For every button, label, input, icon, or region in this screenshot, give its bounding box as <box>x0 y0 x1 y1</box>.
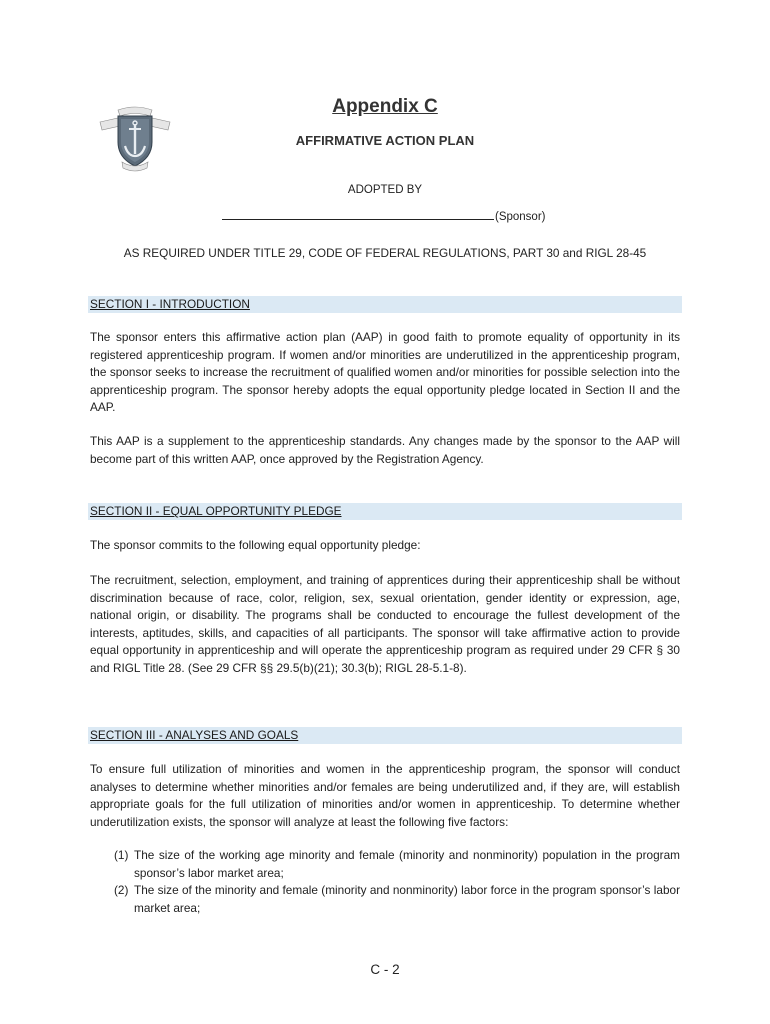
sponsor-signature-line <box>222 209 546 223</box>
page-number: C - 2 <box>370 962 400 977</box>
list-item <box>114 882 680 917</box>
page-title: Appendix C <box>332 96 438 117</box>
list-item-text: The size of the working age minority and female (minority and nonminority) population in the program sponsor’s labor market area; <box>134 848 680 880</box>
section-heading-pledge <box>88 503 682 520</box>
page-subtitle: AFFIRMATIVE ACTION PLAN <box>295 133 475 148</box>
sponsor-blank <box>222 209 494 220</box>
analyses-paragraph-1: To ensure full utilization of minorities and women in the apprenticeship program, the sponsor will conduct analyses to determine whether minorities and/or females are being underutilized and, if they are, will establish appropriate goals for the full utilization of minorities and/or women in apprenticeship. To determine whether underutilization exists, the sponsor will analyze at least the following five factors: <box>90 762 680 829</box>
section-heading-analyses <box>88 727 682 744</box>
pledge-paragraph-2: The recruitment, selection, employment, and training of apprentices during their apprenticeship shall be without discrimination because of race, color, religion, sex, sexual orientation, gender identity or expression, age, national origin, or disability. The programs shall be conducted to encourage the fullest development of the interests, aptitudes, skills, and capacities of all participants. The sponsor will take affirmative action to provide equal opportunity in apprenticeship and will operate the apprenticeship program as required under 29 CFR § 30 and RIGL Title 28. (See 29 CFR §§ 29.5(b)(21); 30.3(b); RIGL 28-5.1-8). <box>90 573 680 675</box>
list-item <box>114 847 680 882</box>
list-item-number: (2) <box>114 883 129 897</box>
sponsor-label: (Sponsor) <box>495 211 546 223</box>
regulation-statement: AS REQUIRED UNDER TITLE 29, CODE OF FEDERAL REGULATIONS, PART 30 and RIGL 28-45 <box>123 246 647 260</box>
section-heading-introduction <box>88 296 682 313</box>
factors-list <box>114 847 680 917</box>
section-heading-text: SECTION I - INTRODUCTION <box>90 297 250 311</box>
introduction-paragraph-1: The sponsor enters this affirmative action plan (AAP) in good faith to promote equality of opportunity in its registered apprenticeship program. If women and/or minorities are underutilized in the apprenticeship program, the sponsor seeks to increase the recruitment of qualified women and/or minorities for possible selection into the apprenticeship program. The sponsor hereby adopts the equal opportunity pledge located in Section II and the AAP. <box>90 330 680 414</box>
list-item-number: (1) <box>114 848 129 862</box>
adopted-by-label: ADOPTED BY <box>347 184 423 196</box>
introduction-paragraph-2: This AAP is a supplement to the apprenticeship standards. Any changes made by the sponsor to the AAP will become part of this written AAP, once approved by the Registration Agency. <box>90 434 680 466</box>
list-item-text: The size of the minority and female (minority and nonminority) labor force in the program sponsor’s labor market area; <box>134 883 680 915</box>
pledge-paragraph-1: The sponsor commits to the following equal opportunity pledge: <box>90 538 421 552</box>
section-heading-text: SECTION II - EQUAL OPPORTUNITY PLEDGE <box>90 504 342 518</box>
section-heading-text: SECTION III - ANALYSES AND GOALS <box>90 728 299 742</box>
